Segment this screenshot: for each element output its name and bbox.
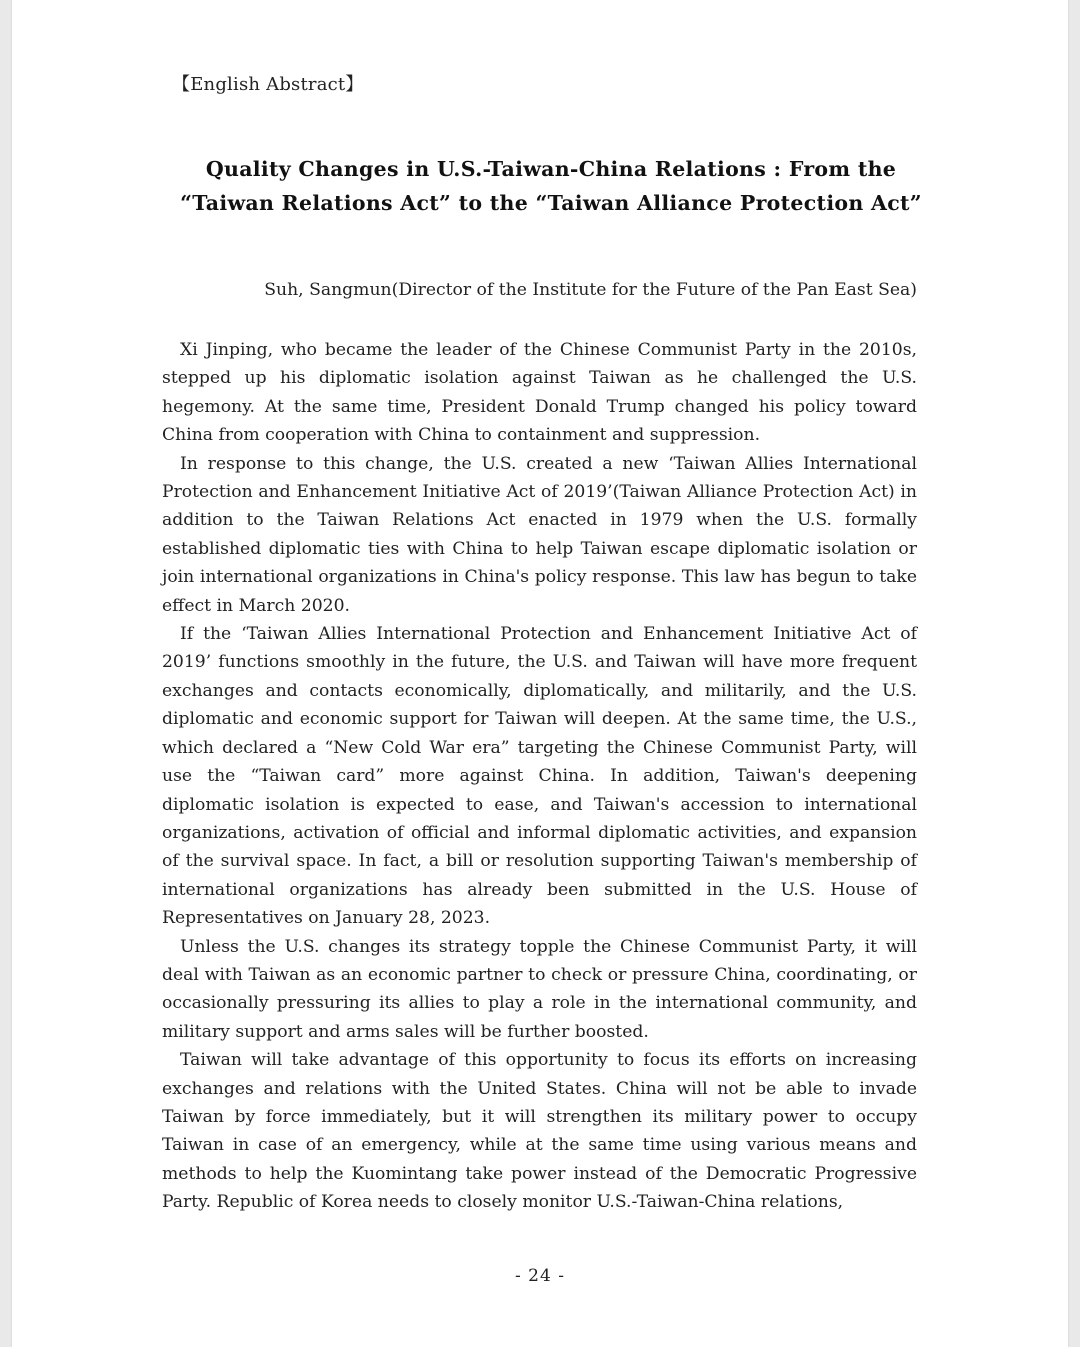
page-number: - 24 -	[515, 1266, 565, 1286]
abstract-paragraph: Xi Jinping, who became the leader of the Chinese Communist Party in the 2010s, stepped up his diplomatic isolation against Taiwan as he challenged the U.S. hegemony. At the same time, President Donald Trump changed his policy toward China from cooperation with China to containment and suppression.	[162, 340, 917, 446]
author-line: Suh, Sangmun(Director of the Institute for the Future of the Pan East Sea)	[264, 280, 917, 300]
section-label: 【English Abstract】	[172, 74, 364, 95]
paper-title: Quality Changes in U.S.-Taiwan-China Relations : From the “Taiwan Relations Act” to the “Taiwan Alliance Protection Act”	[180, 157, 922, 215]
abstract-paragraph: Taiwan will take advantage of this opportunity to focus its efforts on increasing exchanges and relations with the United States. China will not be able to invade Taiwan by force immediately, but it will strengthen its military power to occupy Taiwan in case of an emergency, while at the same time using various means and methods to help the Kuomintang take power instead of the Democratic Progressive Party. Republic of Korea needs to closely monitor U.S.-Taiwan-China relations,	[162, 1050, 917, 1213]
abstract-paragraph: If the ‘Taiwan Allies International Protection and Enhancement Initiative Act of 2019’ functions smoothly in the future, the U.S. and Taiwan will have more frequent exchanges and contacts economically, diplomatically, and militarily, and the U.S. diplomatic and economic support for Taiwan will deepen. At the same time, the U.S., which declared a “New Cold War era” targeting the Chinese Communist Party, will use the “Taiwan card” more against China. In addition, Taiwan's deepening diplomatic isolation is expected to ease, and Taiwan's accession to international organizations, activation of official and informal diplomatic activities, and expansion of the survival space. In fact, a bill or resolution supporting Taiwan's membership of international organizations has already been submitted in the U.S. House of Representatives on January 28, 2023.	[162, 624, 917, 929]
abstract-paragraph: Unless the U.S. changes its strategy topple the Chinese Communist Party, it will deal with Taiwan as an economic partner to check or pressure China, coordinating, or occasionally pressuring its allies to play a role in the international community, and military support and arms sales will be further boosted.	[162, 936, 917, 1042]
abstract-paragraph: In response to this change, the U.S. created a new ‘Taiwan Allies International Protection and Enhancement Initiative Act of 2019’(Taiwan Alliance Protection Act) in addition to the Taiwan Relations Act enacted in 1979 when the U.S. formally established diplomatic ties with China to help Taiwan escape diplomatic isolation or join international organizations in China's policy response. This law has begun to take effect in March 2020.	[162, 453, 917, 616]
document-page	[12, 0, 1068, 1347]
abstract-body	[162, 336, 917, 1217]
